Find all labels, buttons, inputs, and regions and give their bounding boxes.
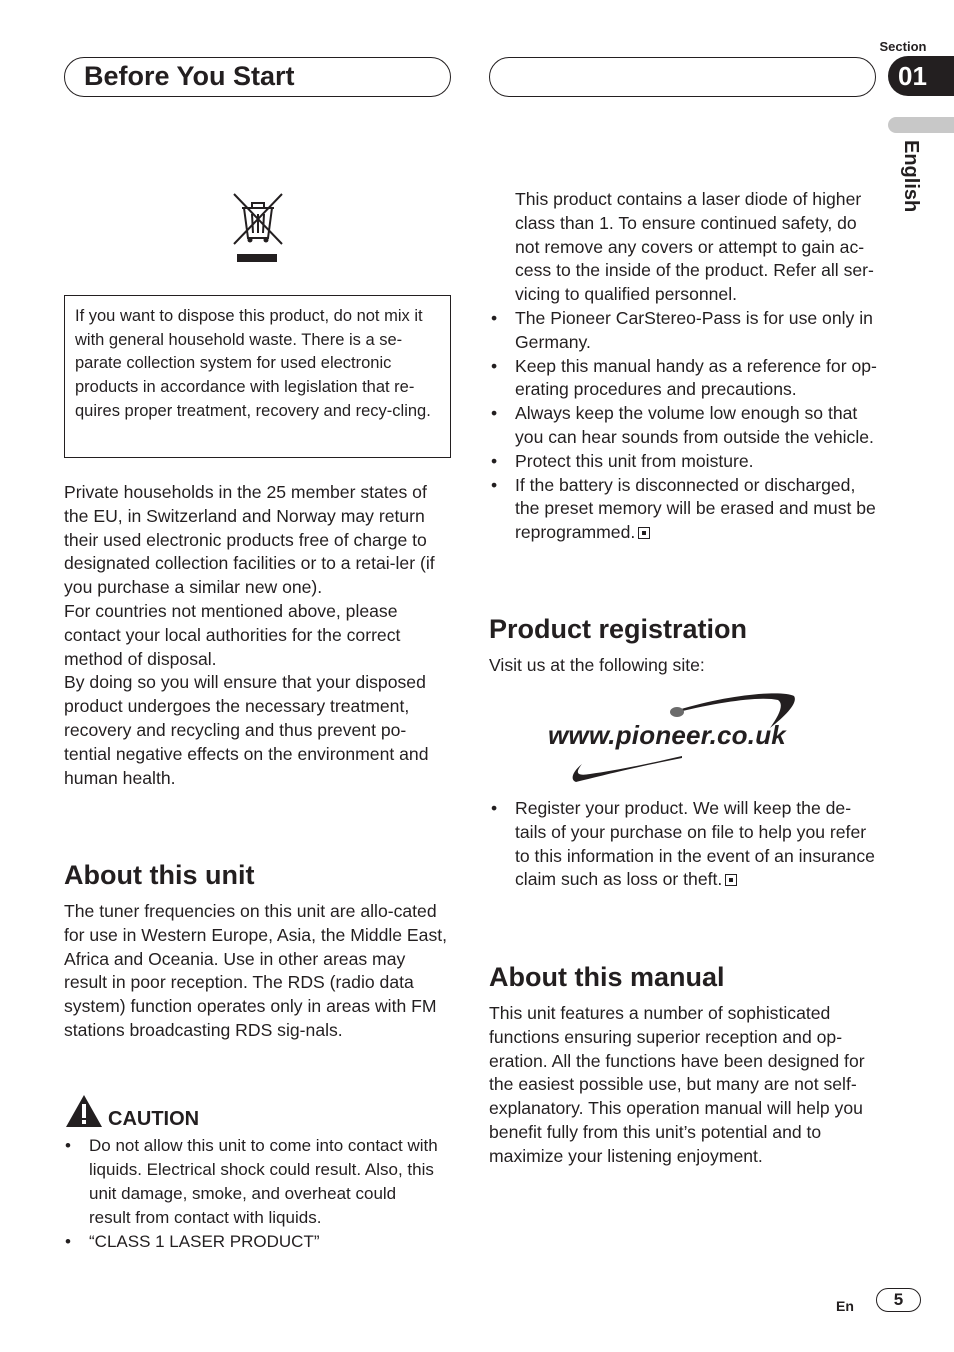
list-item	[490, 402, 878, 450]
footer-language-code: En	[836, 1298, 854, 1314]
page-number: 5	[876, 1288, 921, 1312]
bullet-icon: •	[65, 1136, 71, 1155]
laser-text: This product contains a laser diode of higher class than 1. To ensure continued safety, do not remove any covers or attempt to gain ac-cess to the inside of the product. Refer all ser-vicing to qualified personnel.	[515, 189, 874, 305]
section-label: Section	[879, 39, 927, 54]
list-item	[490, 307, 878, 355]
list-item	[490, 474, 878, 545]
about-unit-text: The tuner frequencies on this unit are allo-cated for use in Western Europe, Asia, the Middle East, Africa and Oceania. Use in other areas may result in poor reception. The RDS (radio data system) function operates only in areas with FM stations broadcasting RDS sig-nals.	[64, 901, 448, 1040]
language-label	[898, 140, 928, 220]
precaution-item-4: Protect this unit from moisture.	[515, 450, 754, 471]
about-manual-heading: About this manual	[489, 962, 725, 992]
bullet-icon: •	[65, 1232, 71, 1251]
registration-list	[490, 797, 878, 892]
page-title: Before You Start	[84, 61, 295, 91]
bullet-icon: •	[491, 355, 498, 376]
disposal-paragraph-1: Private households in the 25 member states of the EU, in Switzerland and Norway may return their used electronic products free of charge to designated collection facilities or to a retai-ler (if you purchase a similar new one).	[64, 482, 435, 598]
list-item	[64, 1134, 442, 1230]
about-manual-text: This unit features a number of sophisticated functions ensuring superior reception and op-eration. All the functions have been designed for the easiest possible use, but many are not self-explanatory. This operation manual will help you benefit fully from this unit’s potential and to maximize your listening enjoyment.	[489, 1003, 865, 1166]
crossed-bin-icon	[228, 190, 288, 266]
language-text: English	[900, 140, 922, 213]
precaution-item-1: The Pioneer CarStereo-Pass is for use only in Germany.	[515, 308, 873, 352]
caution-item-2: “CLASS 1 LASER PRODUCT”	[89, 1232, 320, 1251]
bullet-icon: •	[491, 308, 498, 328]
bullet-icon: •	[491, 474, 498, 495]
section-number: 01	[898, 61, 927, 91]
registration-item: Register your product. We will keep the de-tails of your purchase on file to help you refer to this information in the event of an insurance claim such as loss or theft.	[515, 798, 875, 890]
bullet-icon: •	[491, 403, 498, 424]
language-tab	[888, 117, 954, 133]
warning-icon	[64, 1093, 104, 1129]
precaution-list	[490, 307, 878, 545]
registration-intro: Visit us at the following site:	[489, 655, 705, 675]
caution-list	[64, 1134, 442, 1254]
precaution-item-5: If the battery is disconnected or discharged, the preset memory will be erased and must be reprogrammed.	[515, 474, 876, 543]
bullet-icon: •	[491, 798, 498, 818]
list-item	[64, 1230, 442, 1254]
caution-title: CAUTION	[108, 1108, 200, 1130]
list-item	[490, 797, 878, 892]
disposal-paragraph-2: For countries not mentioned above, please contact your local authorities for the correct method of disposal.	[64, 600, 401, 669]
about-unit-heading: About this unit	[64, 860, 255, 890]
bullet-icon: •	[491, 450, 498, 471]
list-item	[490, 355, 878, 403]
caution-item-1: Do not allow this unit to come into contact with liquids. Electrical shock could result. Also, this unit damage, smoke, and overheat could result from contact with liquids.	[89, 1136, 438, 1227]
precaution-item-3: Always keep the volume low enough so that you can hear sounds from outside the vehicle.	[515, 403, 874, 447]
precaution-item-2: Keep this manual handy as a reference for op-erating procedures and precautions.	[515, 355, 877, 400]
disposal-notice-text: If you want to dispose this product, do not mix it with general household waste. There is a se-parate collection system for used electronic products in accordance with legislation that re-quires proper treatment, recovery and recy-cling.	[75, 307, 431, 420]
disposal-paragraphs	[64, 481, 452, 790]
list-item	[490, 450, 878, 474]
registration-url[interactable]: www.pioneer.co.uk	[548, 720, 786, 750]
registration-heading: Product registration	[489, 614, 748, 644]
end-of-section-icon	[725, 874, 737, 886]
disposal-paragraph-3: By doing so you will ensure that your disposed product undergoes the necessary treatment, recovery and recycling and thus prevent po-tential negative effects on the environment and human health.	[64, 672, 429, 788]
header-right-frame	[489, 57, 876, 97]
end-of-section-icon	[638, 527, 650, 539]
